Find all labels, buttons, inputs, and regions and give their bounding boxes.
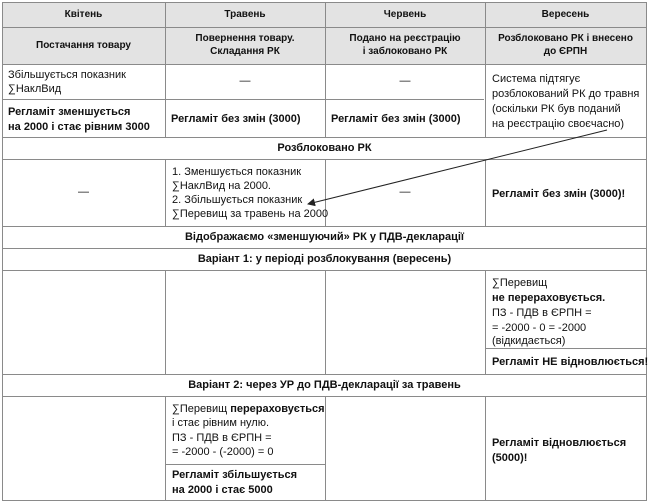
row-a-c1-l1: Збільшується показник (8, 69, 126, 81)
row-a-c3: — (399, 75, 411, 87)
row-c-c1: — (78, 186, 89, 198)
row-e-c2-prefix: ∑Перевищ (172, 403, 231, 415)
row-d-c4-l4: = -2000 - 0 = -2000 (492, 322, 587, 334)
subheader-registration-l1: Подано на реєстрацію (349, 33, 461, 44)
row-c-c2-l4: ∑Перевищ за травень на 2000 (172, 208, 329, 220)
row-e-c2-l2: і стає рівним нулю. (172, 417, 270, 429)
subheader-unblocked-l1: Розблоковано РК і внесено (498, 33, 633, 44)
row-e-c4-l2: (5000)! (492, 452, 528, 464)
vat-regulation-table (2, 2, 647, 502)
row-e-c4-l1: Регламіт відновлюється (492, 437, 627, 449)
subheader-return-l2: Складання РК (210, 46, 280, 57)
row-c-c2-l3: 2. Збільшується показник (172, 194, 303, 206)
row-b-c3: Регламіт без змін (3000) (331, 113, 461, 125)
section-variant2: Варіант 2: через УР до ПДВ-декларації за травень (188, 379, 461, 391)
row-e-c2-l3: ПЗ - ПДВ в ЄРПН = (172, 432, 272, 444)
subheader-unblocked-l2: до ЄРПН (543, 46, 588, 57)
arrow-line (308, 130, 607, 204)
row-b-c1-l2: на 2000 і стає рівним 3000 (8, 121, 150, 133)
row-a-c4-l3: (оскільки РК був поданий (492, 103, 621, 115)
row-c-c4: Регламіт без змін (3000)! (492, 188, 626, 200)
row-a-c1-l2: ∑НаклВид (8, 83, 62, 95)
section-unblocked: Розблоковано РК (277, 142, 372, 154)
row-e-c2-bold2-l2: на 2000 і стає 5000 (172, 484, 273, 496)
row-b-c2: Регламіт без змін (3000) (171, 113, 301, 125)
subheader-supply: Постачання товару (36, 40, 131, 51)
header-september: Вересень (541, 9, 590, 20)
header-april: Квітень (64, 9, 103, 20)
row-d-c4-l1: ∑Перевищ (492, 277, 548, 289)
section-variant1: Варіант 1: у періоді розблокування (вересень) (197, 253, 452, 265)
section-reflect: Відображаємо «зменшуючий» РК у ПДВ-декларації (184, 231, 464, 243)
subheader-return-l1: Повернення товару. (195, 33, 295, 44)
subheader-registration-l2: і заблоковано РК (362, 46, 448, 57)
row-c-c2-l2: ∑НаклВид на 2000. (172, 180, 271, 192)
pointer-arrow (2, 2, 647, 502)
row-d-c4-bold: Регламіт НЕ відновлюється! (492, 356, 649, 368)
row-c-c2-l1: 1. Зменшується показник (172, 166, 302, 178)
row-a-c4-l4: на реєстрацію своєчасно) (492, 118, 625, 130)
row-a-c2: — (239, 75, 251, 87)
row-d-c4-l5: (відкидається) (492, 335, 566, 347)
header-june: Червень (383, 9, 427, 20)
row-e-c2-bold: перераховується (230, 403, 325, 415)
header-may: Травень (224, 9, 266, 20)
row-e-c2-bold2-l1: Регламіт збільшується (172, 469, 298, 481)
row-b-c1-l1: Регламіт зменшується (8, 106, 131, 118)
row-a-c4-l1: Система підтягує (492, 73, 581, 85)
row-d-c4-l2: не перераховується. (492, 292, 606, 304)
row-e-c2-l4: = -2000 - (-2000) = 0 (172, 446, 274, 458)
row-c-c3: — (399, 186, 411, 198)
row-d-c4-l3: ПЗ - ПДВ в ЄРПН = (492, 307, 592, 319)
row-a-c4-l2: розблокований РК до травня (492, 88, 640, 100)
